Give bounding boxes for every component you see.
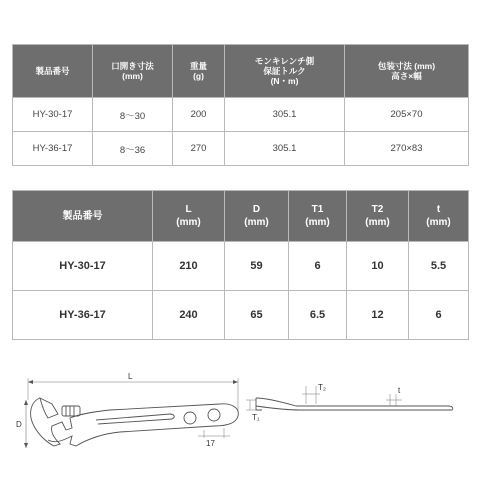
table-row [13, 132, 469, 166]
wrench-side-view [246, 386, 453, 410]
dimension-label-L: L [128, 372, 133, 381]
cell-package-size: 205×70 [345, 98, 469, 132]
wrench-dimension-drawings [0, 360, 480, 460]
table-row [13, 242, 469, 291]
dimension-label-D: D [16, 420, 22, 429]
dimension-label-t: t [398, 386, 401, 395]
dimension-label-T2: T₂ [318, 383, 326, 392]
dimension-label-17: 17 [206, 439, 215, 448]
cell-torque: 305.1 [225, 132, 345, 166]
header-weight: 重量 (g) [173, 45, 225, 98]
table-row [13, 98, 469, 132]
cell-opening-size: 8〜36 [93, 132, 173, 166]
header-package-size: 包装寸法 (mm) 高さ×幅 [345, 45, 469, 98]
spec-table-header-row [13, 191, 469, 242]
header-T2: T2 (mm) [347, 191, 409, 242]
header-opening-size: 口開き寸法 (mm) [93, 45, 173, 98]
wrench-front-view [24, 378, 238, 448]
dimension-label-T1: T₁ [252, 413, 260, 422]
cell-D: 59 [225, 242, 289, 291]
cell-T1: 6.5 [289, 291, 347, 340]
cell-package-size: 270×83 [345, 132, 469, 166]
header-length-L: L (mm) [153, 191, 225, 242]
header-product-number: 製品番号 [13, 191, 153, 242]
cell-t: 6 [409, 291, 469, 340]
cell-product-number: HY-36-17 [13, 132, 93, 166]
spec-table-dimensions [12, 44, 469, 166]
cell-L: 210 [153, 242, 225, 291]
cell-product-number: HY-30-17 [13, 242, 153, 291]
table-row [13, 291, 469, 340]
cell-product-number: HY-30-17 [13, 98, 93, 132]
cell-L: 240 [153, 291, 225, 340]
spec-table-measurements [12, 190, 469, 340]
cell-D: 65 [225, 291, 289, 340]
header-T1: T1 (mm) [289, 191, 347, 242]
cell-T1: 6 [289, 242, 347, 291]
cell-weight: 200 [173, 98, 225, 132]
cell-torque: 305.1 [225, 98, 345, 132]
header-guaranteed-torque: モンキレンチ側 保証トルク (N・m) [225, 45, 345, 98]
cell-T2: 12 [347, 291, 409, 340]
header-D: D (mm) [225, 191, 289, 242]
spec-table-header-row [13, 45, 469, 98]
cell-T2: 10 [347, 242, 409, 291]
cell-weight: 270 [173, 132, 225, 166]
header-t: t (mm) [409, 191, 469, 242]
cell-product-number: HY-36-17 [13, 291, 153, 340]
header-product-number: 製品番号 [13, 45, 93, 98]
cell-t: 5.5 [409, 242, 469, 291]
cell-opening-size: 8〜30 [93, 98, 173, 132]
